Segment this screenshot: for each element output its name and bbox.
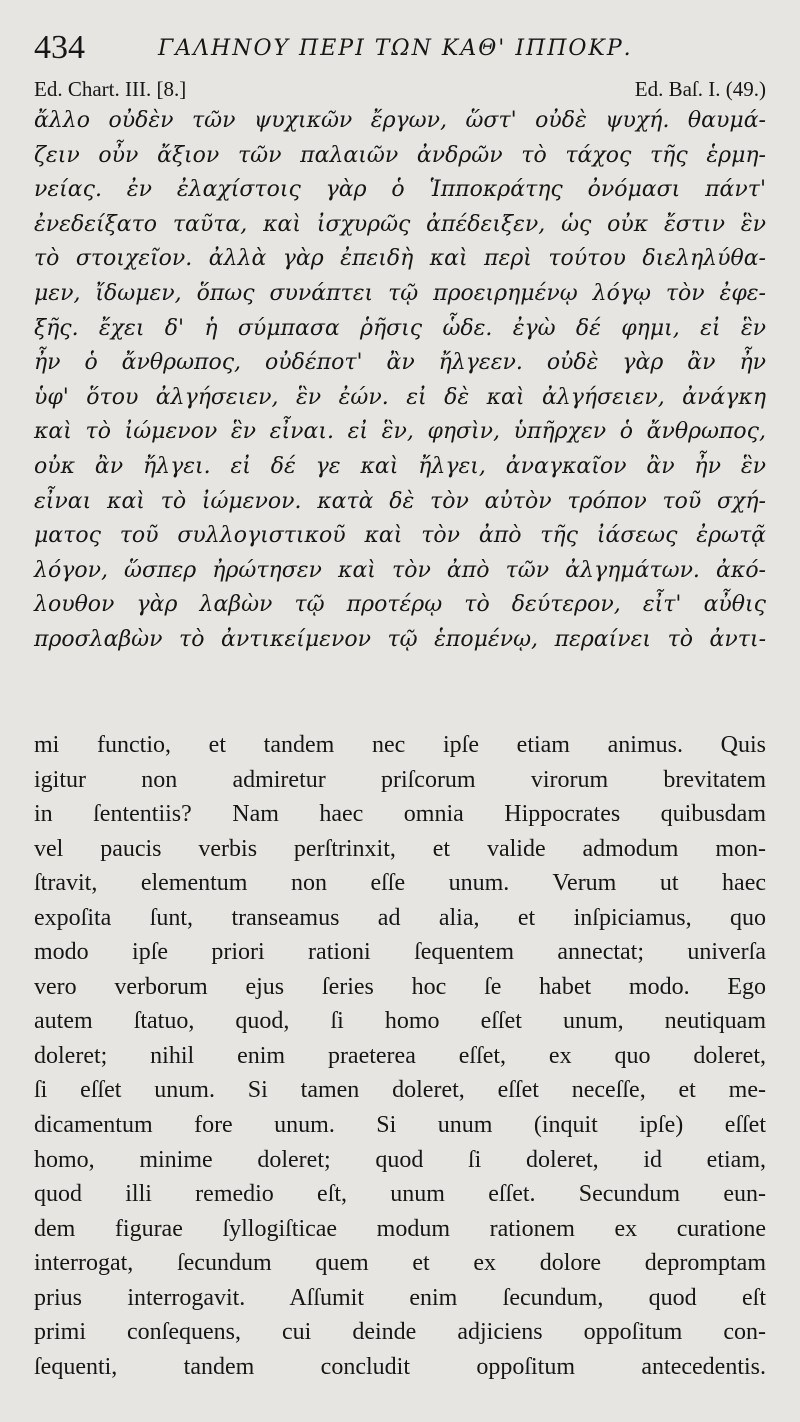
latin-text-line: expoſita ſunt, transeamus ad alia, et inſpiciamus, quo bbox=[34, 904, 766, 931]
page-number: 434 bbox=[34, 29, 85, 66]
greek-text-line: ζειν οὖν ἄξιον τῶν παλαιῶν ἀνδρῶν τὸ τάχος τῆς ἑρμη- bbox=[34, 142, 766, 168]
edition-reference-row bbox=[34, 76, 766, 104]
greek-text-line: ὑφ' ὅτου ἀλγήσειεν, ἓν ἐών. εἰ δὲ καὶ ἀλγήσειεν, ἀνάγκη bbox=[34, 384, 766, 410]
greek-text-line: ματος τοῦ συλλογιστικοῦ καὶ τὸν ἀπὸ τῆς ἰάσεως ἐρωτᾷ bbox=[34, 523, 766, 549]
latin-text-line: ſi eſſet unum. Si tamen doleret, eſſet neceſſe, et me- bbox=[34, 1077, 766, 1104]
latin-text-line: doleret; nihil enim praeterea eſſet, ex quo doleret, bbox=[34, 1042, 766, 1069]
latin-text-line: ſtravit, elementum non eſſe unum. Verum ut haec bbox=[34, 870, 766, 897]
latin-text-line: primi conſequens, cui deinde adjiciens oppoſitum con- bbox=[34, 1319, 766, 1346]
greek-text-line: ἐνεδείξατο ταῦτα, καὶ ἰσχυρῶς ἀπέδειξεν, ὡς οὐκ ἔστιν ἓν bbox=[34, 211, 766, 237]
greek-text-line: μεν, ἴδωμεν, ὅπως συνάπτει τῷ προειρημένῳ λόγῳ τὸν ἐφε- bbox=[34, 280, 766, 306]
greek-text-line: νείας. ἐν ἐλαχίστοις γὰρ ὁ Ἱπποκράτης ὀνόμασι πάντ' bbox=[34, 177, 766, 203]
greek-text-line: ἄλλο οὐδὲν τῶν ψυχικῶν ἔργων, ὥστ' οὐδὲ ψυχή. θαυμά- bbox=[34, 108, 766, 133]
latin-text-line: dicamentum fore unum. Si unum (inquit ipſe) eſſet bbox=[34, 1112, 766, 1139]
edition-reference-left: Ed. Chart. III. [8.] bbox=[34, 77, 187, 101]
greek-text-line: προσλαβὼν τὸ ἀντικείμενον τῷ ἑπομένῳ, περαίνει τὸ ἀντι- bbox=[34, 626, 766, 652]
latin-text-line: igitur non admiretur priſcorum virorum brevitatem bbox=[34, 766, 766, 793]
latin-text-line: homo, minime doleret; quod ſi doleret, id etiam, bbox=[34, 1146, 766, 1173]
running-title: ΓΑΛΗΝΟΥ ΠΕΡΙ ΤΩΝ ΚΑΘ' ΙΠΠΟΚΡ. bbox=[158, 36, 633, 61]
greek-text-line: τὸ στοιχεῖον. ἀλλὰ γὰρ ἐπειδὴ καὶ περὶ τούτου διεληλύθα- bbox=[34, 246, 766, 272]
latin-text-line: interrogat, ſecundum quem et ex dolore depromptam bbox=[34, 1250, 766, 1277]
greek-text-line: λόγον, ὥσπερ ἠρώτησεν καὶ τὸν ἀπὸ τῶν ἀλγημάτων. ἀκό- bbox=[34, 557, 766, 583]
latin-text-line: vel paucis verbis perſtrinxit, et valide admodum mon- bbox=[34, 835, 766, 862]
latin-text-line: quod illi remedio eſt, unum eſſet. Secundum eun- bbox=[34, 1181, 766, 1208]
greek-text-block bbox=[34, 104, 766, 658]
running-head bbox=[34, 26, 766, 66]
latin-text-line: dem figurae ſyllogiſticae modum rationem ex curatione bbox=[34, 1215, 766, 1242]
edition-reference-right: Ed. Baſ. I. (49.) bbox=[634, 77, 766, 101]
greek-text-line: εἶναι καὶ τὸ ἰώμενον. κατὰ δὲ τὸν αὐτὸν τρόπον τοῦ σχή- bbox=[34, 488, 766, 514]
latin-text-line: prius interrogavit. Aſſumit enim ſecundum, quod eſt bbox=[34, 1284, 766, 1311]
latin-text-line: ſequenti, tandem concludit oppoſitum antecedentis. bbox=[34, 1353, 766, 1380]
latin-text-line: autem ſtatuo, quod, ſi homo eſſet unum, neutiquam bbox=[34, 1008, 766, 1035]
greek-text-line: λουθον γὰρ λαβὼν τῷ προτέρῳ τὸ δεύτερον, εἶτ' αὖθις bbox=[34, 592, 766, 618]
bleed-through-text bbox=[34, 668, 766, 736]
greek-text-line: ἦν ὁ ἄνθρωπος, οὐδέποτ' ἂν ἤλγεεν. οὐδὲ γὰρ ἂν ἦν bbox=[34, 350, 766, 376]
greek-text-line: οὐκ ἂν ἤλγει. εἰ δέ γε καὶ ἤλγει, ἀναγκαῖον ἂν ἦν ἓν bbox=[34, 453, 766, 479]
latin-text-line: in ſententiis? Nam haec omnia Hippocrates quibusdam bbox=[34, 801, 766, 828]
latin-text-line: mi functio, et tandem nec ipſe etiam animus. Quis bbox=[34, 732, 766, 758]
latin-text-block bbox=[34, 728, 766, 1384]
greek-text-line: ξῆς. ἔχει δ' ἡ σύμπασα ῥῆσις ὧδε. ἐγὼ δέ φημι, εἰ ἓν bbox=[34, 315, 766, 341]
latin-text-line: vero verborum ejus ſeries hoc ſe habet modo. Ego bbox=[34, 973, 766, 1000]
greek-text-line: καὶ τὸ ἰώμενον ἓν εἶναι. εἰ ἓν, φησὶν, ὑπῆρχεν ὁ ἄνθρωπος, bbox=[34, 419, 766, 445]
latin-text-line: modo ipſe priori rationi ſequentem annectat; univerſa bbox=[34, 939, 766, 966]
